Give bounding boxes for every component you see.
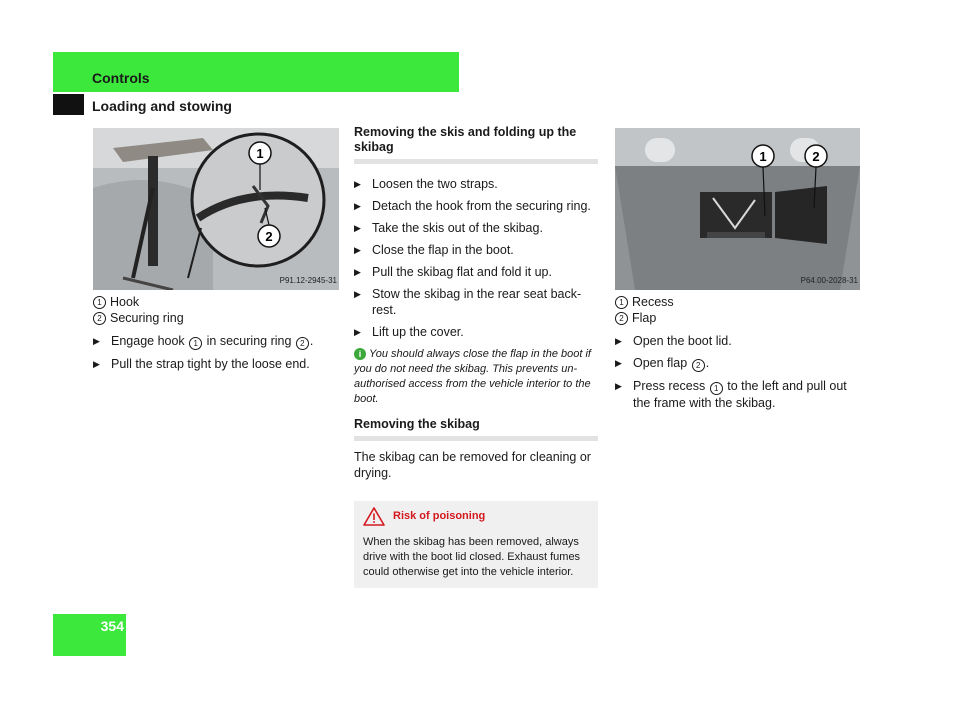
section-tab-marker [53, 94, 84, 115]
svg-text:1: 1 [759, 149, 767, 164]
instruction-step [354, 220, 598, 236]
bullet-arrow-icon: ▶ [354, 267, 361, 277]
instruction-step [615, 378, 860, 411]
instruction-step [354, 242, 598, 258]
instruction-step [93, 333, 339, 350]
instruction-step [93, 356, 339, 372]
svg-text:2: 2 [265, 229, 273, 244]
step-text: Pull the skibag flat and fold it up. [372, 265, 552, 279]
bullet-arrow-icon: ▶ [354, 201, 361, 211]
bullet-arrow-icon: ▶ [354, 289, 361, 299]
section-heading: Removing the skibag [354, 417, 598, 441]
instruction-step [354, 176, 598, 192]
svg-text:2: 2 [812, 149, 820, 164]
boot-recess-photo [615, 128, 860, 290]
instruction-step [615, 333, 860, 349]
instruction-step [354, 264, 598, 280]
bullet-arrow-icon: ▶ [354, 245, 361, 255]
section-heading: Removing the skis and folding up the skibag [354, 125, 598, 164]
bullet-arrow-icon: ▶ [615, 336, 622, 346]
legend-label: Recess [632, 295, 674, 309]
step-text: Lift up the cover. [372, 325, 464, 339]
photo-legend [93, 294, 339, 326]
step-text: Open the boot lid. [633, 334, 732, 348]
callout-number: 2 [692, 359, 705, 372]
instruction-step [615, 355, 860, 372]
warning-title: Risk of poisoning [363, 507, 589, 526]
section-title: Controls [92, 70, 150, 86]
bullet-arrow-icon: ▶ [93, 336, 100, 346]
callout-number: 1 [615, 296, 628, 309]
skibag-hook-photo [93, 128, 339, 290]
step-text: Detach the hook from the securing ring. [372, 199, 591, 213]
middle-column [354, 125, 598, 588]
photo-reference-code: P64.00-2028-31 [800, 276, 858, 285]
bullet-arrow-icon: ▶ [615, 358, 622, 368]
legend-label: Securing ring [110, 311, 184, 325]
step-text: Pull the strap tight by the loose end. [111, 357, 310, 371]
warning-triangle-icon [363, 507, 385, 526]
legend-item [615, 294, 860, 310]
photo-legend [615, 294, 860, 326]
legend-label: Hook [110, 295, 140, 309]
legend-item [93, 310, 339, 326]
warning-box [354, 501, 598, 588]
photo-reference-code: P91.12-2945-31 [279, 276, 337, 285]
left-column [93, 128, 339, 372]
page-number: 354 [100, 618, 124, 634]
step-text: Press recess 1 to the left and pull out the frame with the skibag. [633, 379, 847, 410]
step-text: Loosen the two straps. [372, 177, 498, 191]
svg-text:1: 1 [256, 146, 264, 161]
callout-number: 1 [189, 337, 202, 350]
step-text: Take the skis out of the skibag. [372, 221, 543, 235]
step-text: Stow the skibag in the rear seat back-rest. [372, 287, 582, 317]
step-text: Open flap 2 . [633, 356, 710, 370]
body-paragraph: The skibag can be removed for cleaning or drying. [354, 450, 591, 480]
callout-number: 1 [93, 296, 106, 309]
step-text: Engage hook 1 in securing ring 2 . [111, 334, 314, 348]
callout-number: 2 [296, 337, 309, 350]
bullet-arrow-icon: ▶ [354, 179, 361, 189]
legend-item [615, 310, 860, 326]
callout-number: 2 [93, 312, 106, 325]
info-note [354, 347, 598, 407]
bullet-arrow-icon: ▶ [93, 359, 100, 369]
right-column [615, 128, 860, 411]
info-note-text: You should always close the flap in the boot if you do not need the skibag. This prevents un-authorised access from the vehicle interior to the boot. [354, 348, 591, 405]
bullet-arrow-icon: ▶ [354, 327, 361, 337]
bullet-arrow-icon: ▶ [354, 223, 361, 233]
callout-number: 2 [615, 312, 628, 325]
callout-number: 1 [710, 382, 723, 395]
info-icon: i [354, 348, 366, 360]
legend-item [93, 294, 339, 310]
instruction-step [354, 324, 598, 340]
instruction-step [354, 286, 598, 318]
legend-label: Flap [632, 311, 657, 325]
page-subtitle: Loading and stowing [92, 98, 232, 114]
instruction-step [354, 198, 598, 214]
warning-text: When the skibag has been removed, always drive with the boot lid closed. Exhaust fumes could otherwise get into the vehicle interior. [363, 536, 581, 578]
step-text: Close the flap in the boot. [372, 243, 514, 257]
bullet-arrow-icon: ▶ [615, 381, 622, 391]
